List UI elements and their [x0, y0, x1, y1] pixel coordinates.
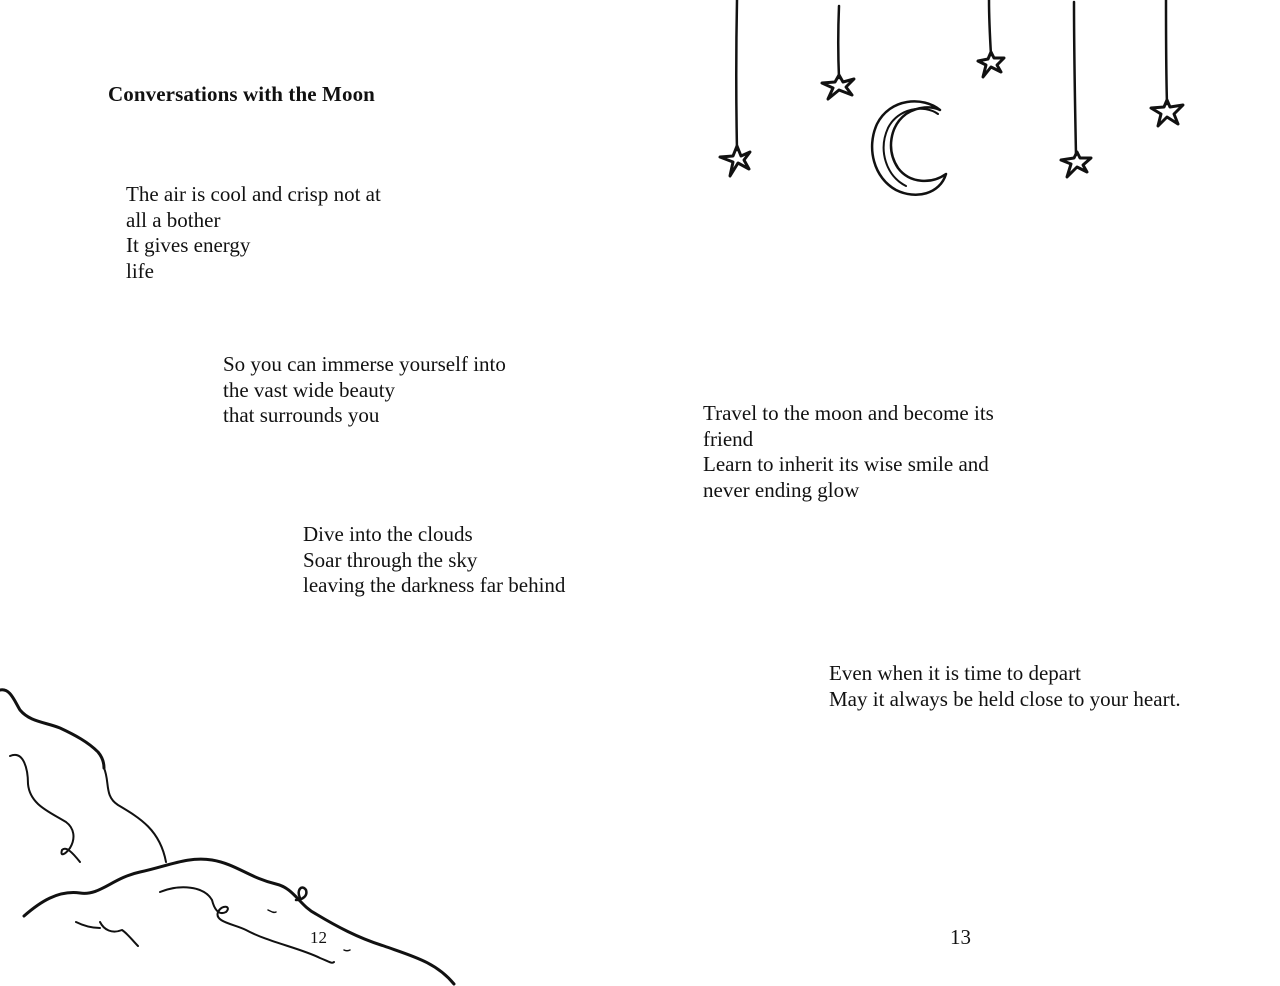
- hill-horizon-line: [24, 859, 454, 984]
- stanza-line: It gives energy: [126, 233, 251, 258]
- stanza-line: the vast wide beauty: [223, 377, 396, 402]
- stanza-line: Travel to the moon and become its: [703, 401, 994, 425]
- hill-ridge-line: [0, 690, 104, 768]
- stanza-line: never ending glow: [703, 478, 860, 503]
- hill-tuft: [76, 922, 138, 946]
- stanza-2: [223, 352, 506, 429]
- hanging-string: [838, 6, 839, 78]
- stanza-5: [829, 661, 1181, 712]
- stanza-4: [703, 401, 994, 504]
- hanging-string: [1166, 0, 1167, 104]
- hill-inner-contour: [104, 768, 166, 862]
- poem-title: Conversations with the Moon: [108, 82, 375, 106]
- stanza-line: Learn to inherit its wise smile and: [703, 452, 989, 477]
- stanza-1: [126, 182, 381, 285]
- stanza-3: [303, 522, 565, 599]
- hanging-string: [1074, 2, 1076, 155]
- sky-illustration: [640, 0, 1280, 220]
- stanza-line: all a bother: [126, 207, 221, 232]
- star-icon: [720, 146, 750, 176]
- stanza-line: May it always be held close to your heart.: [829, 686, 1181, 711]
- hill-illustration: [0, 680, 470, 986]
- stanza-line: Soar through the sky: [303, 547, 478, 572]
- hill-dash: [344, 950, 350, 951]
- stanza-line: that surrounds you: [223, 403, 380, 428]
- page-number: 12: [310, 928, 327, 947]
- star-icon: [978, 52, 1004, 77]
- stanza-line: friend: [703, 426, 754, 451]
- hill-left-squiggle: [10, 755, 80, 862]
- page-number: 13: [950, 925, 971, 949]
- stanza-line: So you can immerse yourself into: [223, 352, 506, 376]
- stanza-line: leaving the darkness far behind: [303, 573, 566, 598]
- star-icon: [822, 75, 854, 99]
- stanza-line: life: [126, 259, 154, 284]
- star-icon: [1061, 152, 1091, 177]
- right-page: [640, 0, 1280, 986]
- stanza-line: Even when it is time to depart: [829, 661, 1081, 685]
- stanza-line: Dive into the clouds: [303, 522, 473, 546]
- stanza-line: The air is cool and crisp not at: [126, 182, 381, 206]
- hanging-string: [989, 0, 991, 55]
- hill-dash: [268, 910, 276, 912]
- hill-low-contour: [160, 887, 334, 962]
- hanging-string: [736, 0, 737, 150]
